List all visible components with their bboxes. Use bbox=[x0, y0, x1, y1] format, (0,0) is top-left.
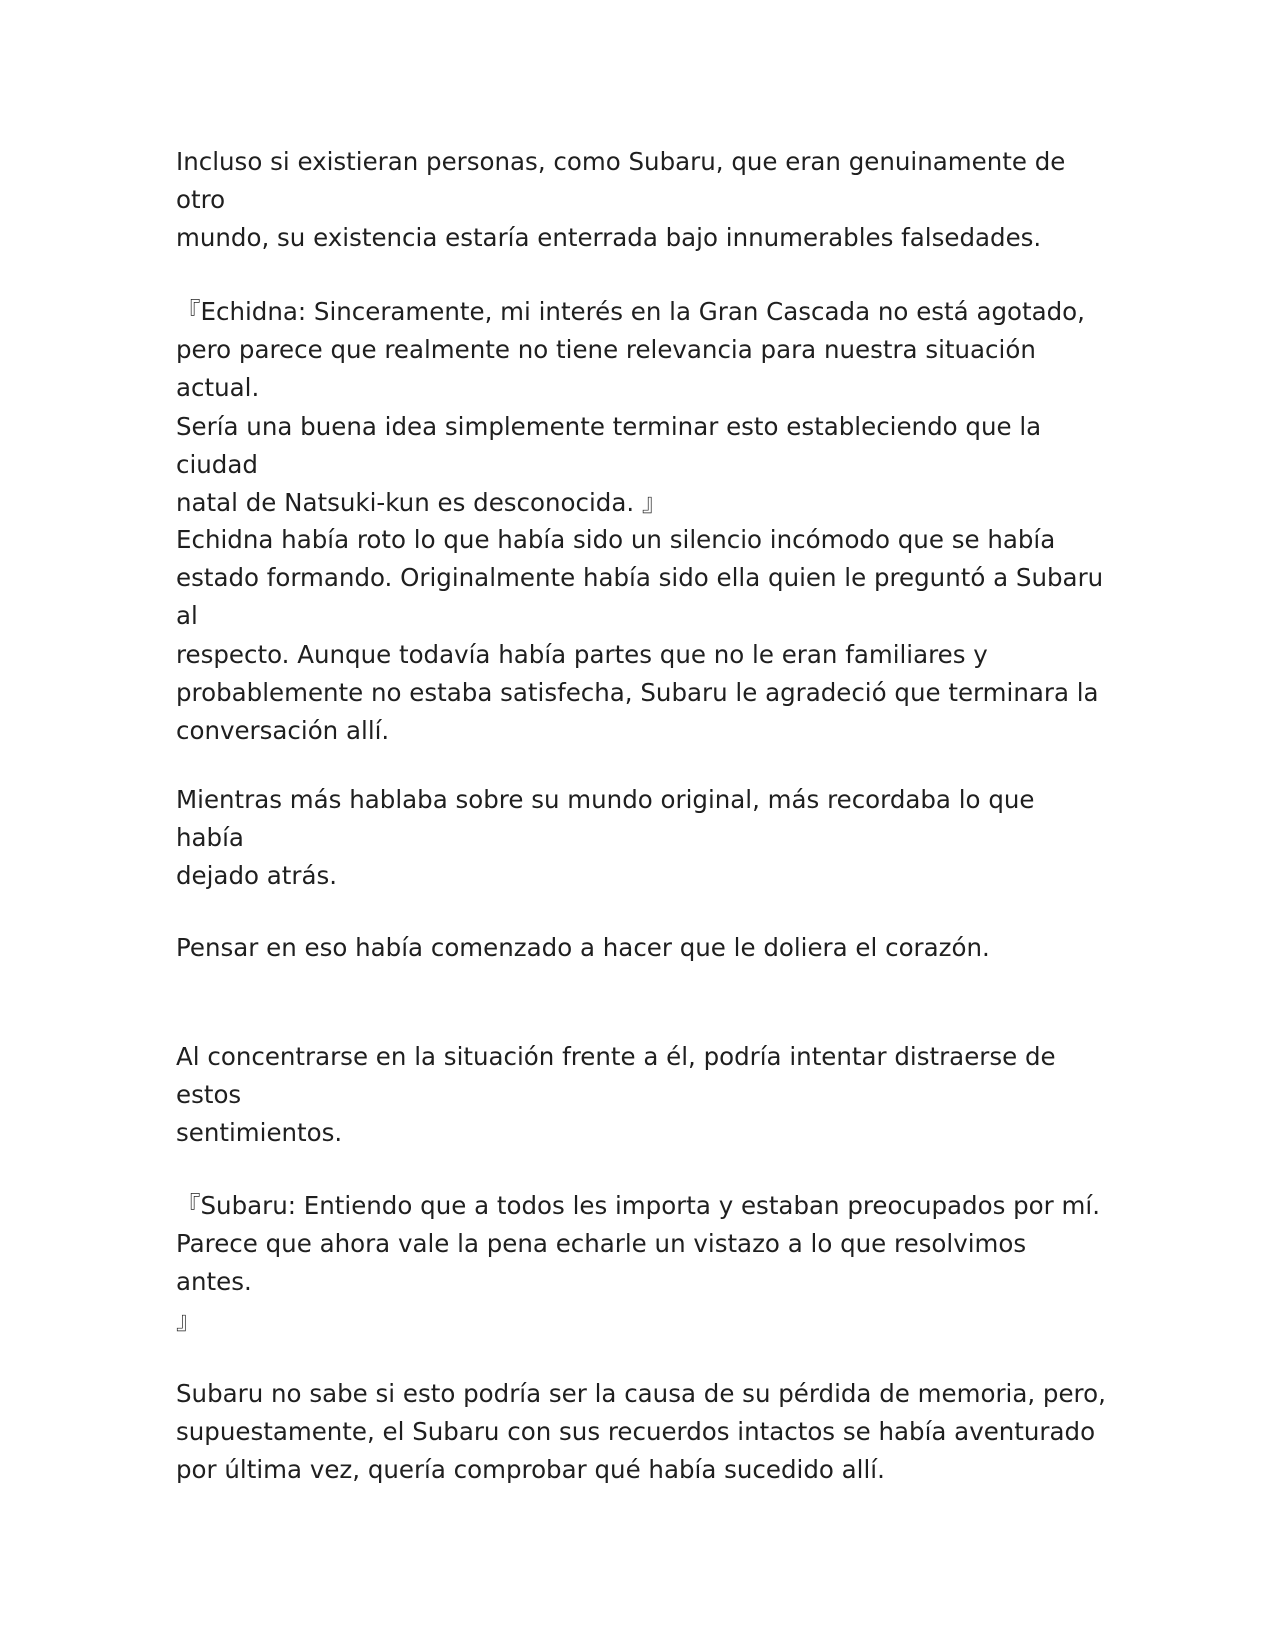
dialogue-echidna: 『Echidna: Sinceramente, mi interés en la Gran Cascada no está agotado, pero parece que realmente no tiene relevancia para nuestra situación actual. Sería una buena idea simplemente terminar esto estableciendo que la ciudad natal de Natsuki-kun es desconocida. 』 bbox=[176, 297, 1085, 518]
paragraph-5: Pensar en eso había comenzado a hacer que le doliera el corazón. bbox=[176, 933, 990, 962]
paragraph-3: Echidna había roto lo que había sido un silencio incómodo que se había estado formando. Originalmente había sido ella quien le preguntó a Subaru al respecto. Aunque todavía había partes que no le eran familiares y probablemente no estaba satisfecha, Subaru le agradeció que terminara la conversación allí. bbox=[176, 525, 1104, 746]
dialogue-subaru: 『Subaru: Entiendo que a todos les importa y estaban preocupados por mí. Parece que ahora vale la pena echarle un vistazo a lo que resolvimos antes. 』 bbox=[176, 1191, 1100, 1335]
paragraph-1: Incluso si existieran personas, como Subaru, que eran genuinamente de otro mundo, su existencia estaría enterrada bajo innumerables falsedades. bbox=[176, 147, 1066, 253]
paragraph-6: Al concentrarse en la situación frente a él, podría intentar distraerse de estos sentimientos. bbox=[176, 1042, 1056, 1148]
paragraph-8: Subaru no sabe si esto podría ser la causa de su pérdida de memoria, pero, supuestamente, el Subaru con sus recuerdos intactos se había aventurado por última vez, quería comprobar qué había sucedido allí. bbox=[176, 1379, 1106, 1485]
paragraph-4: Mientras más hablaba sobre su mundo original, más recordaba lo que había dejado atrás. bbox=[176, 785, 1035, 891]
